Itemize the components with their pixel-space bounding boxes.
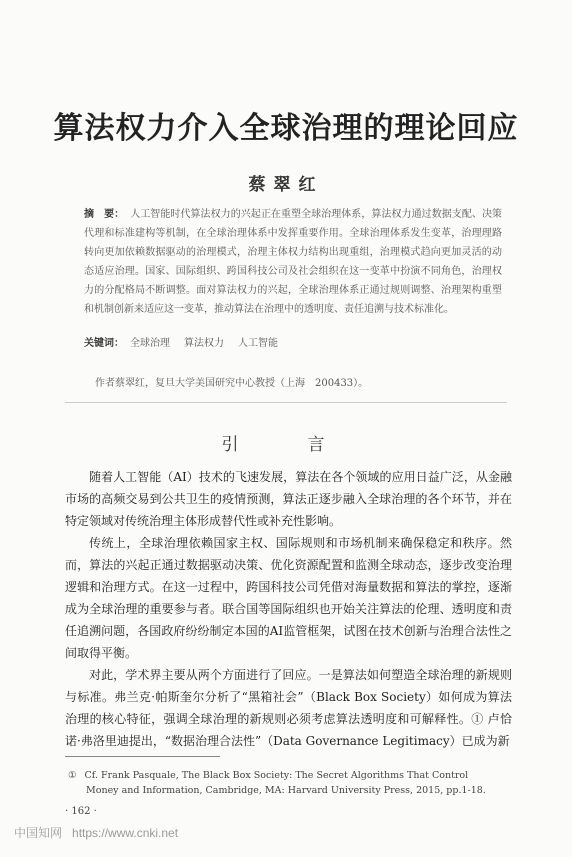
header-divider	[65, 402, 507, 403]
abstract	[84, 205, 502, 319]
footnote-line: Cf. Frank Pasquale, The Black Box Society: The Secret Algorithms That Control	[84, 770, 469, 781]
keywords-label: 关键词：	[84, 338, 124, 349]
paragraph: 对此，学术界主要从两个方面进行了回应。一是算法如何塑造全球治理的新规则与标准。弗兰克·帕斯奎尔分析了“黑箱社会”（Black Box Society）如何成为算法治理的核心特征，强调全球治理的新规则必须考虑算法透明度和可解释性。① 卢恰诺·弗洛里迪提出，“数据治理合法性”（Data Governance Legitimacy）已成为新	[65, 668, 512, 748]
abstract-label: 摘 要：	[84, 209, 125, 220]
footnote-line: Money and Information, Cambridge, MA: Harvard University Press, 2015, pp.1-18.	[86, 785, 486, 796]
keywords	[84, 336, 502, 352]
footnote-mark: ①	[68, 770, 77, 781]
cnki-watermark	[14, 824, 178, 841]
author-affiliation: 作者蔡翠红，复旦大学美国研究中心教授（上海 200433）。	[95, 378, 369, 389]
section-heading: 引 言	[221, 435, 351, 455]
article-title: 算法权力介入全球治理的理论回应	[53, 111, 519, 146]
keyword: 人工智能	[238, 338, 278, 349]
keyword: 算法权力	[184, 338, 224, 349]
keyword: 全球治理	[130, 338, 170, 349]
paragraph: 传统上，全球治理依赖国家主权、国际规则和市场机制来确保稳定和秩序。然而，算法的兴起正通过数据驱动决策、优化资源配置和监测全球动态，逐步改变治理逻辑和治理方式。在这一过程中，跨国科技公司凭借对海量数据和算法的掌控，逐渐成为全球治理的重要参与者。联合国等国际组织也开始关注算法的伦理、透明度和责任追溯问题，各国政府纷纷制定本国的AI监管框架，试图在技术创新与治理合法性之间取得平衡。	[65, 536, 512, 660]
abstract-text: 人工智能时代算法权力的兴起正在重塑全球治理体系，算法权力通过数据支配、决策代理和标准建构等机制，在全球治理体系中发挥重要作用。全球治理体系发生变革，治理理路转向更加依赖数据驱动的治理模式，治理主体权力结构出现重组，治理模式趋向更加灵活的动态适应治理。国家、国际组织、跨国科技公司及社会组织在这一变革中扮演不同角色，治理权力的分配格局不断调整。面对算法权力的兴起，全球治理体系正通过规则调整、治理架构重塑和机制创新来适应这一变革，推动算法在治理中的透明度、责任追溯与技术标准化。	[84, 209, 503, 315]
watermark-brand: 中国知网	[14, 826, 63, 840]
watermark-site: https://www.cnki.net	[72, 826, 179, 840]
paragraph: 随着人工智能（AI）技术的飞速发展，算法在各个领域的应用日益广泛，从金融市场的高频交易到公共卫生的疫情预测，算法正逐步融入全球治理的各个环节，并在特定领域对传统治理主体形成替代性或补充性影响。	[65, 470, 512, 528]
footnote-divider	[65, 756, 220, 757]
page-number: · 162 ·	[65, 806, 97, 817]
footnote	[68, 768, 518, 798]
body-text	[65, 466, 512, 752]
author-name: 蔡翠红	[248, 175, 324, 195]
